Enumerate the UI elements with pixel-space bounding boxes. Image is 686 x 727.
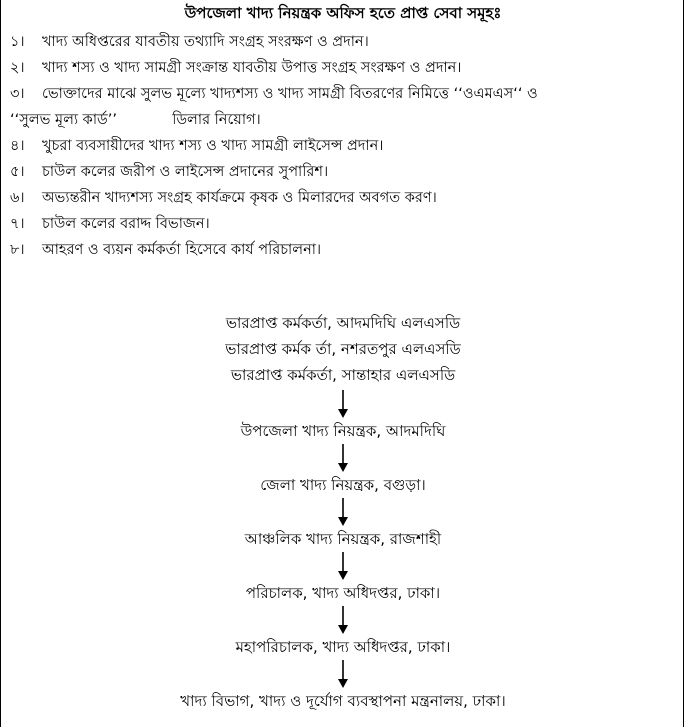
level-ministry: খাদ্য বিভাগ, খাদ্য ও দূর্যোগ ব্যবস্থাপনা মন্ত্রনালয়, ঢাকা। xyxy=(180,692,506,710)
arrow-down-icon xyxy=(336,388,350,420)
service-item xyxy=(10,237,680,263)
officer-adamdighi: ভারপ্রাপ্ত কর্মকর্তা, আদমদিঘি এলএসডি xyxy=(225,314,461,332)
service-item xyxy=(10,211,680,237)
service-item xyxy=(10,29,680,55)
service-number: ৫। xyxy=(10,164,25,180)
arrow-down-icon xyxy=(336,496,350,528)
arrow-down-icon xyxy=(336,550,350,582)
service-number: ৩। xyxy=(10,86,25,102)
arrow-down-icon xyxy=(336,442,350,474)
service-item xyxy=(10,133,680,159)
service-item-continuation xyxy=(10,107,680,133)
service-number: ২। xyxy=(10,60,25,76)
officer-nasharatpur: ভারপ্রাপ্ত কর্মক র্তা, নশরতপুর এলএসডি xyxy=(225,340,461,358)
service-text: খাদ্য শস্য ও খাদ্য সামগ্রী সংক্রান্ত যাবতীয় উপাত্ত সংগ্রহ সংরক্ষণ ও প্রদান। xyxy=(42,60,462,76)
service-number: ৭। xyxy=(10,216,25,232)
service-list xyxy=(10,29,680,263)
page-title: উপজেলা খাদ্য নিয়ন্ত্রক অফিস হতে প্রাপ্ত সেবা সমূহঃ xyxy=(184,4,502,22)
service-number: ৮। xyxy=(10,242,25,258)
service-text: খাদ্য অধিপ্তরের যাবতীয় তথ্যাদি সংগ্রহ সংরক্ষণ ও প্রদান। xyxy=(42,34,369,50)
service-item xyxy=(10,81,680,107)
service-text: ভোক্তাদের মাঝে সুলভ মূল্যে খাদ্যশস্য ও খাদ্য সামগ্রী বিতরণের নিমিত্তে ‘‘ওএমএস‘‘ ও xyxy=(42,86,538,102)
service-item xyxy=(10,55,680,81)
level-district-controller: জেলা খাদ্য নিয়ন্ত্রক, বগুড়া। xyxy=(260,476,426,494)
level-upazila-controller: উপজেলা খাদ্য নিয়ন্ত্রক, আদমদিঘি xyxy=(240,422,446,440)
service-number: ৪। xyxy=(10,138,25,154)
service-text: আহরণ ও ব্যয়ন কর্মকর্তা হিসেবে কার্য পরিচালনা। xyxy=(42,242,322,258)
service-text: অভ্যন্তরীন খাদ্যশস্য সংগ্রহ কার্যক্রমে কৃষক ও মিলারদের অবগত করণ। xyxy=(42,190,437,206)
officer-santahar: ভারপ্রাপ্ত কর্মকর্তা, সান্তাহার এলএসডি xyxy=(230,366,456,384)
level-director-general: মহাপরিচালক, খাদ্য অধিদপ্তর, ঢাকা। xyxy=(235,638,451,656)
service-text-continuation: ‘‘সুলভ মূল্য কার্ড’’ ডিলার নিয়োগ। xyxy=(10,112,261,128)
service-item xyxy=(10,159,680,185)
reporting-chain xyxy=(0,310,686,712)
service-number: ৬। xyxy=(10,190,25,206)
level-director: পরিচালক, খাদ্য অধিদপ্তর, ঢাকা। xyxy=(245,584,441,602)
arrow-down-icon xyxy=(336,658,350,690)
service-text: চাউল কলের বরাদ্দ বিভাজন। xyxy=(42,216,210,232)
arrow-down-icon xyxy=(336,604,350,636)
service-number: ১। xyxy=(10,34,25,50)
service-text: খুচরা ব্যবসায়ীদের খাদ্য শস্য ও খাদ্য সামগ্রী লাইসেন্স প্রদান। xyxy=(42,138,384,154)
service-item xyxy=(10,185,680,211)
service-text: চাউল কলের জরীপ ও লাইসেন্স প্রদানের সুপারিশ। xyxy=(42,164,329,180)
level-regional-controller: আঞ্চলিক খাদ্য নিয়ন্ত্রক, রাজশাহী xyxy=(244,530,442,548)
